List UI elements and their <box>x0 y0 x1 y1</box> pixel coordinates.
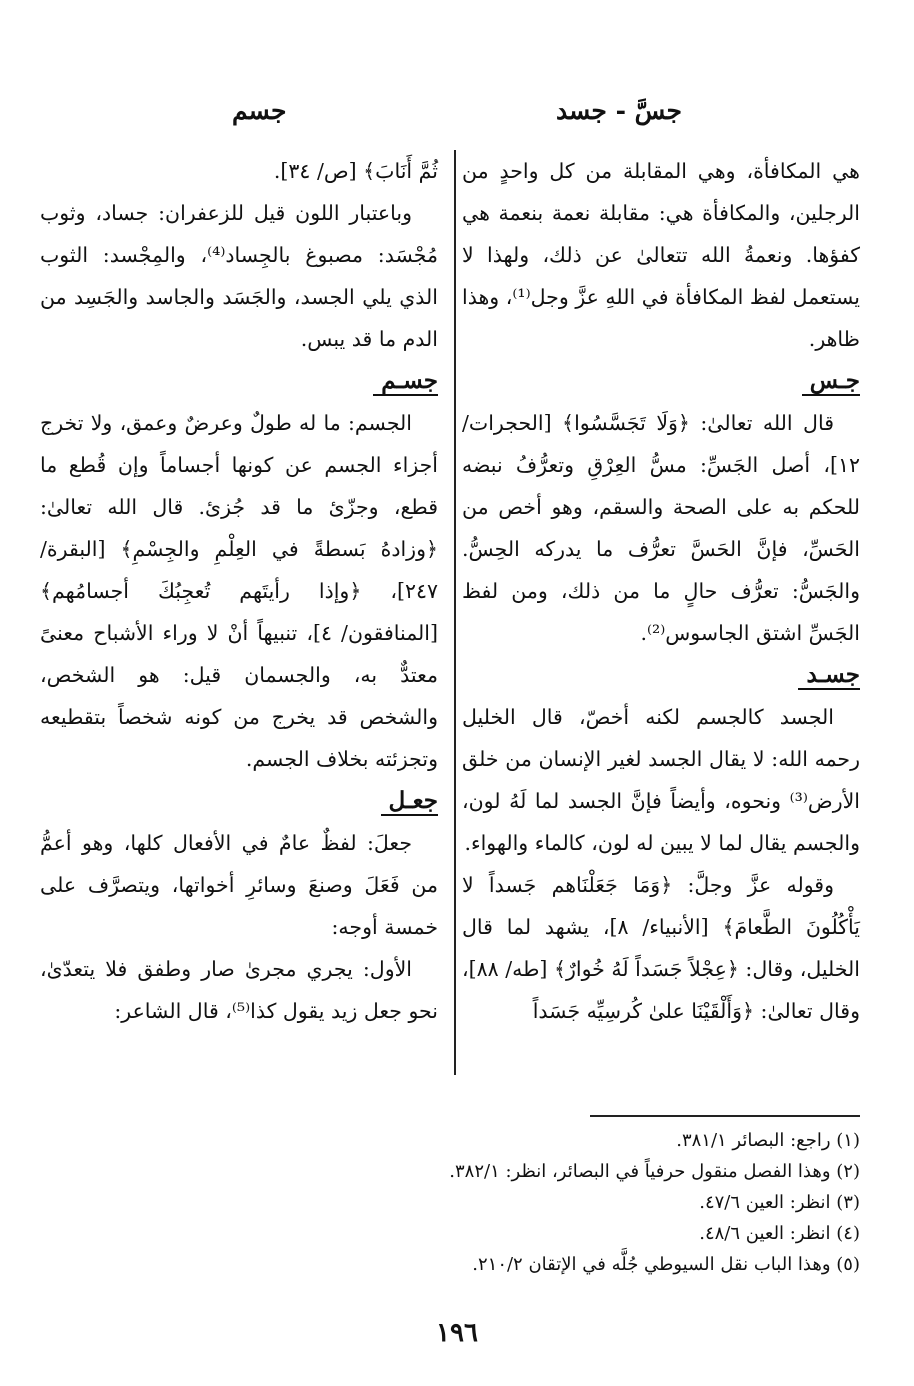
left-column <box>40 150 438 1032</box>
column-divider <box>454 150 456 1075</box>
right-column <box>462 150 860 1032</box>
footnote-separator <box>590 1115 860 1117</box>
entry-heading-jism <box>40 360 438 402</box>
footnote: (٤) انظر: العين ٤٨/٦. <box>699 1223 860 1244</box>
footnote: (٥) وهذا الباب نقل السيوطي جُلَّه في الإتقان ٢١٠/٢. <box>472 1254 860 1275</box>
running-header-right: جسَّ - جسد <box>556 96 682 125</box>
footnote: (٢) وهذا الفصل منقول حرفياً في البصائر، انظر: ٣٨٢/١. <box>449 1161 860 1182</box>
paragraph: الجسد كالجسم لكنه أخصّ، قال الخليل رحمه الله: لا يقال الجسد لغير الإنسان من خلق الأرض⁽³⁾ ونحوه، وأيضاً فإنَّ الجسد لما لَهُ لون، والجسم يقال لما لا يبين له لون، كالماء والهواء. <box>462 705 860 855</box>
footnote: (٣) انظر: العين ٤٧/٦. <box>699 1192 860 1213</box>
entry-heading-text: جسـم <box>373 367 438 396</box>
paragraph: وقوله عزَّ وجلَّ: ﴿وَمَا جَعَلْنَاهم جَسداً لا يَأْكُلُونَ الطَّعامَ﴾ [الأنبياء/ ٨]، يشهد لما قال الخليل، وقال: ﴿عِجْلاً جَسَداً لَهُ خُوارٌ﴾ [طه/ ٨٨]، وقال تعالىٰ: ﴿وَأَلْقَيْنَا علىٰ كُرسِيِّه جَسَداً <box>462 873 860 1023</box>
paragraph: الجسم: ما له طولٌ وعرضٌ وعمق، ولا تخرج أجزاء الجسم عن كونها أجساماً وإن قُطع ما قطع، وجزّئ ما قد جُزئ. قال الله تعالىٰ: ﴿وزادهُ بَسطةً في العِلْمِ والجِسْمِ﴾ [البقرة/ ٢٤٧]، ﴿وإذا رأيتَهم تُعجِبُكَ أجسامُهم﴾ [المنافقون/ ٤]، تنبيهاً أنْ لا وراء الأشباح معنىً معتدٌّ به، والجسمان قيل: هو الشخص، والشخص قد يخرج من كونه شخصاً بتقطيعه وتجزئته بخلاف الجسم. <box>40 411 439 771</box>
entry-heading-jaal <box>40 780 438 822</box>
entry-heading-jas <box>462 360 860 402</box>
entry-heading-text: جعـل <box>381 787 438 816</box>
paragraph: الأول: يجري مجرىٰ صار وطفق فلا يتعدّىٰ، نحو جعل زيد يقول كذا⁽⁵⁾، قال الشاعر: <box>40 957 438 1023</box>
entry-heading-text: جسـد <box>798 661 860 690</box>
paragraph: ثُمَّ أَنَابَ﴾ [ص/ ٣٤]. <box>273 159 438 183</box>
entry-heading-text: جـس <box>802 367 860 396</box>
entry-heading-jasad <box>462 654 860 696</box>
page-number: ١٩٦ <box>436 1318 478 1348</box>
footnotes <box>40 1125 860 1280</box>
running-header-left: جسم <box>232 96 287 125</box>
paragraph: قال الله تعالىٰ: ﴿وَلَا تَجَسَّسُوا﴾ [الحجرات/ ١٢]، أصل الجَسِّ: مسُّ العِرْقِ وتعرُّفُ نبضه للحكم به على الصحة والسقم، وهو أخص من الحَسِّ، فإنَّ الحَسَّ تعرُّف ما يدركه الحِسُّ. والجَسُّ: تعرُّف حالٍ ما من ذلك، ومن لفظ الجَسِّ اشتق الجاسوس⁽²⁾. <box>462 411 860 645</box>
paragraph: جعلَ: لفظٌ عامٌ في الأفعال كلها، وهو أعمُّ من فَعَلَ وصنعَ وسائرِ أخواتها، ويتصرَّف على خمسة أوجه: <box>40 831 438 939</box>
paragraph: وباعتبار اللون قيل للزعفران: جساد، وثوب مُجْسَد: مصبوغ بالجِساد⁽⁴⁾، والمِجْسد: الثوب الذي يلي الجسد، والجَسَد والجاسد والجَسِد من الدم ما قد يبس. <box>40 201 438 351</box>
footnote: (١) راجع: البصائر ٣٨١/١. <box>676 1130 860 1151</box>
paragraph: هي المكافأة، وهي المقابلة من كل واحدٍ من الرجلين، والمكافأة هي: مقابلة نعمة بنعمة هي كفؤها. ونعمةُ الله تتعالىٰ عن ذلك، ولهذا لا يستعمل لفظ المكافأة في اللهِ عزَّ وجل⁽¹⁾، وهذا ظاهر. <box>462 159 860 351</box>
